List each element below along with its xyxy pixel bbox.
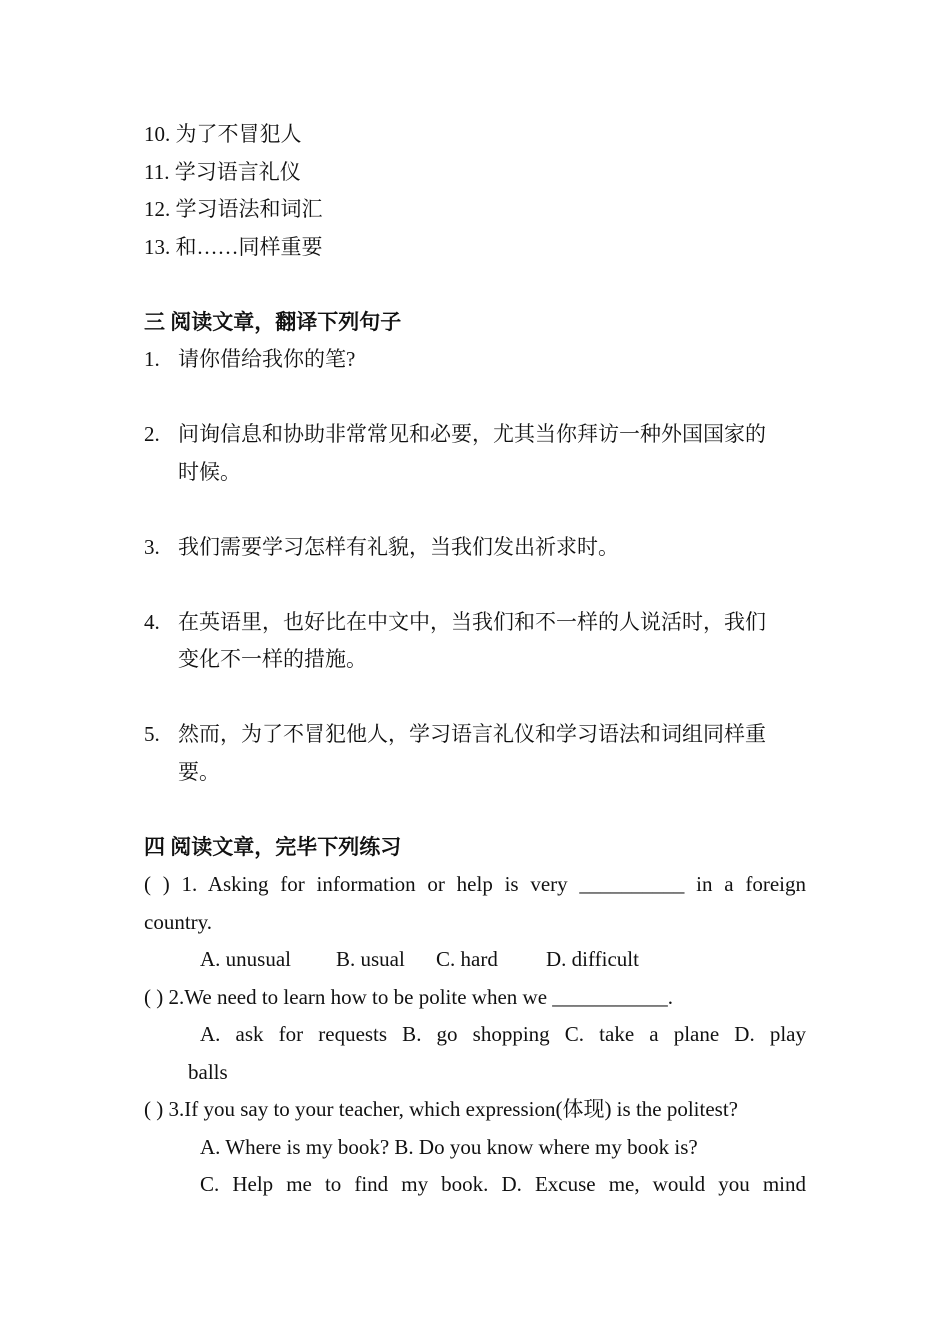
question-3: ( ) 3.If you say to your teacher, which expression(体现) is the politest? [144,1097,738,1121]
item-text: 然而，为了不冒犯他人，学习语言礼仪和学习语法和词组同样重 [178,722,766,746]
translate-item-2 [144,416,806,454]
item-text: 在英语里，也好比在中文中，当我们和不一样的人说活时，我们 [178,609,766,634]
item-text-cont: 要。 [178,759,220,784]
option-d: D. difficult [546,947,639,971]
translate-item-4 [144,604,806,642]
item-number: 4. [144,609,160,634]
question-2-options: A. ask for requests B. go shopping C. take a plane D. play [200,1022,806,1046]
question-1-options [144,941,806,979]
item-text-cont: 时候。 [178,459,241,484]
phrase-12: 12. 学习语法和词汇 [144,197,323,221]
question-2: ( ) 2.We need to learn how to be polite when we ___________. [144,984,674,1009]
question-2-options-cont: balls [188,1059,228,1084]
phrase-11: 11. 学习语言礼仪 [144,159,301,184]
answer-space [144,679,806,717]
option-b: B. usual [336,947,405,971]
item-text: 我们需要学习怎样有礼貌，当我们发出祈求时。 [178,534,619,559]
spacer [144,266,806,304]
translate-item-5 [144,716,806,754]
item-text-cont: 变化不一样的措施。 [178,647,367,671]
option-a: A. unusual [200,947,291,971]
answer-space [144,791,806,829]
answer-space [144,566,806,604]
translate-item-1 [144,341,806,379]
question-3-options-1: A. Where is my book? B. Do you know where my book is? [200,1134,698,1159]
option-c: C. hard [436,947,498,971]
document-page [144,116,806,1204]
item-text: 问询信息和协助非常常见和必要，尤其当你拜访一种外国国家的 [178,422,766,446]
phrase-13: 13. 和……同样重要 [144,234,323,259]
section-4-heading: 四 阅读文章，完毕下列练习 [144,834,402,859]
question-1-cont: country. [144,909,213,934]
question-3-options-2: C. Help me to find my book. D. Excuse me, would you mind [200,1172,806,1196]
item-number: 2. [144,422,160,446]
item-number: 1. [144,347,160,371]
question-1: ( ) 1. Asking for information or help is very __________ in a foreign [144,872,806,896]
item-number: 5. [144,722,160,746]
section-3-heading: 三 阅读文章，翻译下列句子 [144,309,402,334]
answer-space [144,491,806,529]
answer-space [144,379,806,417]
item-text: 请你借给我你的笔? [178,347,356,371]
item-number: 3. [144,534,160,559]
translate-item-3 [144,529,806,567]
phrase-10: 10. 为了不冒犯人 [144,122,302,146]
